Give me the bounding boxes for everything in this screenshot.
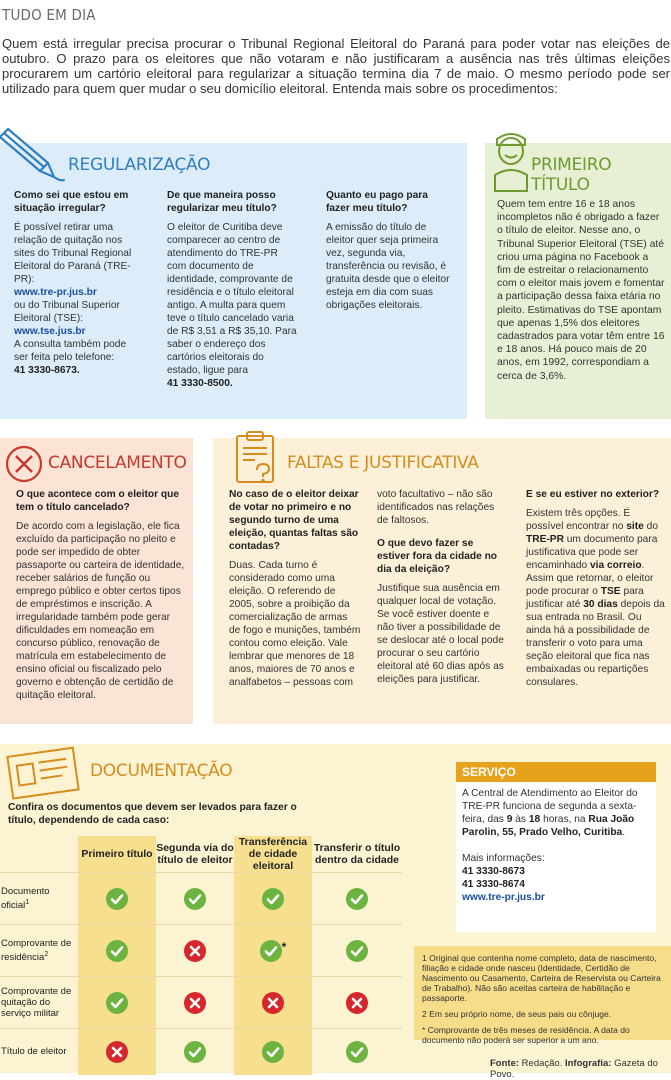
row-label: Comprovante de quitação do serviço militar <box>1 986 72 1019</box>
check-icon <box>312 873 402 925</box>
servico-box <box>456 762 656 932</box>
documentacao-title: DOCUMENTAÇÃO <box>90 761 233 781</box>
primeiro-titulo-box <box>485 143 671 419</box>
x-icon <box>312 977 402 1029</box>
x-icon <box>156 977 234 1029</box>
regularizacao-box <box>0 143 467 419</box>
reg-q1: Como sei que estou em situação irregular? <box>14 190 129 214</box>
fj-col-2 <box>377 488 507 686</box>
id-card-icon <box>4 746 84 800</box>
faltas-box <box>213 438 671 724</box>
reg-col-2 <box>167 189 299 390</box>
intro-text: Quem está irregular precisa procurar o Tribunal Regional Eleitoral do Paraná para poder votar nas eleições de outubro. O prazo para os eleitores que não votaram e não justificaram a ausência nas três últimas eleições procurarem um cartório eleitoral para regularizar a situação termina dia 7 de maio. O mesmo período pode ser utilizado para quem quer mudar o seu domicílio eleitoral. Entenda mais sobre os procedimentos: <box>2 36 670 96</box>
primeiro-titulo-title: PRIMEIRO TÍTULO <box>531 155 612 195</box>
x-icon <box>156 925 234 977</box>
fj-a2: Justifique sua ausência em qualquer local de votação. Se você estiver doente e não tiver a possibilidade de se deslocar até o local pode procurar o seu cartório eleitoral até 60 dias após as eleições para justificar. <box>377 583 504 685</box>
check-icon <box>156 873 234 925</box>
canc-a: De acordo com a legislação, ele fica excluído da participação no pleito e pode ser impedido de obter passaporte ou carteira de identidade, receber salários de função ou emprego público e obter certos tipos de empréstimos e inscrição. A irregularidade também pode gerar dificuldades em nomeação em concurso público, renovação de matrícula em estabelecimento de ensino oficial ou fiscalizado pelo governo e obtenção de certidão de quitação eleitoral. <box>16 521 185 701</box>
check-icon <box>234 1029 312 1075</box>
col-transferencia: Transferência de cidade eleitoral <box>234 836 312 873</box>
fj-col-1 <box>229 488 361 689</box>
servico-tel-1: 41 3330-8673 <box>462 866 525 877</box>
section-tag: TUDO EM DIA <box>2 6 96 24</box>
tre-link[interactable]: www.tre-pr.jus.br <box>14 287 97 298</box>
reg-q2: De que maneira posso regularizar meu título? <box>167 190 277 214</box>
reg-q3: Quanto eu pago para fazer meu título? <box>326 190 428 214</box>
fj-q1: No caso de o eleitor deixar de votar no primeiro e no segundo turno de uma eleição, quantas faltas são contadas? <box>229 489 359 552</box>
canc-q: O que acontece com o eleitor que tem o título cancelado? <box>16 489 180 513</box>
fj-q2: O que devo fazer se estiver fora da cidade no dia da eleição? <box>377 538 498 575</box>
check-icon <box>312 1029 402 1075</box>
reg-a2: O eleitor de Curitiba deve comparecer ao centro de atendimento do TRE-PR com documento de identidade, comprovante de residência e o título eleitoral antigo. A multa para quem teve o título cancelado varia de R$ 3,51 a R$ 35,10. Para saber o endereço dos cartórios eleitorais do estado, ligue para 41 3330-8500. <box>167 222 297 389</box>
canc-col <box>16 488 188 702</box>
check-icon <box>234 925 312 977</box>
footnotes <box>414 946 671 1045</box>
footnote-asterisk: * Comprovante de três meses de residência. A data do documento não poderá ser superior a um ano. <box>422 1025 630 1045</box>
reg-col-3 <box>326 189 452 312</box>
table-row <box>0 1029 402 1075</box>
row-label: Título de eleitor <box>1 1046 67 1058</box>
fj-a3: Existem três opções. É possível encontrar no site do TRE-PR um documento para justificativa que pode ser encaminhado via correio. Assim que retornar, o eleitor pode procurar o TSE para justificar até 30 dias depois da sua entrada no Brasil. Ou ainda há a possibilidade de transferir o voto para uma seção eleitoral que fica nas embaixadas ou repartições consulares. <box>526 508 665 688</box>
col-primeiro-titulo: Primeiro título <box>78 836 156 873</box>
table-row <box>0 925 402 977</box>
fj-a1: Duas. Cada turno é considerado como uma eleição. O referendo de 2005, sobre a proibição da comercialização de armas de fogo e munições, também contou como eleição. Vale lembrar que menores de 18 anos, maiores de 70 anos e analfabetos – pessoas com <box>229 560 361 688</box>
pencil-icon <box>0 123 66 185</box>
footnote-2: 2 Em seu próprio nome, de seus pais ou cônjuge. <box>422 1009 612 1019</box>
x-icon <box>234 977 312 1029</box>
check-icon <box>234 873 312 925</box>
faltas-title: FALTAS E JUSTIFICATIVA <box>287 453 479 473</box>
fj-a2-cont: voto facultativo – não são identificados nas relações de faltosos. <box>377 489 495 526</box>
servico-title: SERVIÇO <box>456 762 656 782</box>
cancelamento-box <box>0 438 193 724</box>
asterisk-mark: * <box>281 939 287 954</box>
reg-a1: É possível retirar uma relação de quitação nos sites do Tribunal Regional Eleitoral do Paraná (TRE-PR): www.tre-pr.jus.br ou do Tribunal Superior Eleitoral (TSE): www.tse.jus.br A consulta também pode ser feita pelo telefone: 41 3330-8673. <box>14 222 132 376</box>
servico-tel-2: 41 3330-8674 <box>462 879 525 890</box>
check-icon <box>156 1029 234 1075</box>
cancel-x-icon <box>5 445 43 483</box>
reg-phone: 41 3330-8673. <box>14 365 80 376</box>
reg-phone-2: 41 3330-8500. <box>167 378 233 389</box>
col-segunda-via: Segunda via do título de eleitor <box>156 842 234 866</box>
servico-text: A Central de Atendimento ao Eleitor do TRE-PR funciona de segunda a sexta-feira, das 9 às 18 horas, na Rua João Parolin, 55, Prado Velho, Curitiba. Mais informações: 41 3330-8673 41 3330-8674 www.tre-pr.jus.br <box>462 788 638 903</box>
col-transferir-dentro: Transferir o título dentro da cidade <box>313 842 401 866</box>
fj-col-3 <box>526 488 666 689</box>
reg-a3: A emissão do título de eleitor quer seja primeira vez, segunda via, transferência ou revisão, é gratuita desde que o eleitor esteja em dia com suas obrigações eleitorais. <box>326 222 450 311</box>
primeiro-titulo-text: Quem tem entre 16 e 18 anos incompletos não é obrigado a fazer o título de eleitor. Nesse ano, o Tribunal Superior Eleitoral (TSE) até criou uma página no Facebook a fim de estreitar o relacionamento com o eleitor mais jovem e fomentar a participação dessa faixa etária no pleito. Estimativas do TSE apontam que apenas 1,5% dos eleitores cadastrados para votar têm entre 16 e 18 anos. Há pouco mais de 20 anos, em 1992, correspondiam a cerca de 3,6%. <box>497 199 665 382</box>
reg-col-1 <box>14 189 140 377</box>
cancelamento-title: CANCELAMENTO <box>48 453 187 473</box>
check-icon <box>78 873 156 925</box>
table-header-row <box>0 836 402 873</box>
source-credit: Fonte: Redação. Infografia: Gazeta do Povo. <box>490 1058 658 1080</box>
clipboard-question-icon <box>233 430 281 488</box>
servico-site-link[interactable]: www.tre-pr.jus.br <box>462 892 545 903</box>
x-icon <box>78 1029 156 1075</box>
regularizacao-title: REGULARIZAÇÃO <box>68 155 211 175</box>
check-icon <box>78 925 156 977</box>
row-label: Documento oficial$^1$ <box>1 885 50 912</box>
table-row <box>0 873 402 925</box>
row-label: Comprovante de residência$^2$ <box>1 937 72 964</box>
check-icon <box>78 977 156 1029</box>
check-icon <box>312 925 402 977</box>
table-row <box>0 977 402 1029</box>
young-person-icon <box>491 131 531 193</box>
tse-link[interactable]: www.tse.jus.br <box>14 326 86 337</box>
fj-q3: E se eu estiver no exterior? <box>526 489 660 500</box>
documentacao-subtitle: Confira os documentos que devem ser levados para fazer o título, dependendo de cada caso: <box>8 802 297 826</box>
footnote-1: 1 Original que contenha nome completo, data de nascimento, filiação e cidade onde nasceu (Identidade, Certidão de Nascimento ou Casamento, Carteira de Reservista ou Carteira de Trabalho). Não são aceitas carteira de habilitação e passaporte. <box>422 953 661 1003</box>
documents-table <box>0 836 402 1075</box>
